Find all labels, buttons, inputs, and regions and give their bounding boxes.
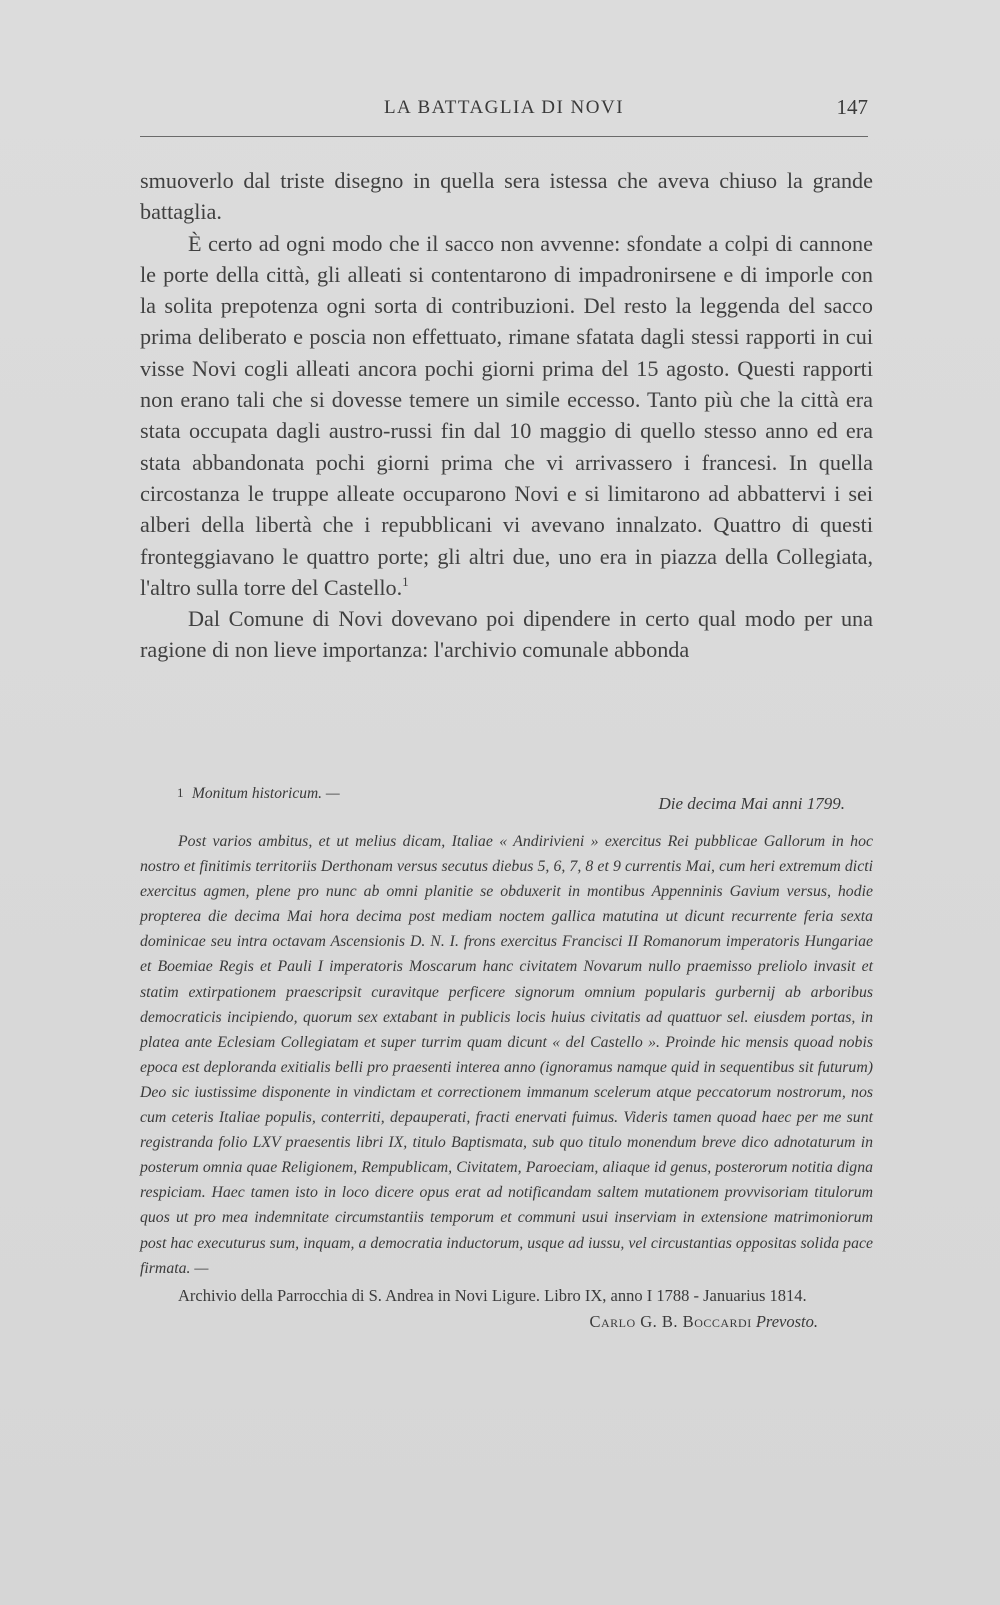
- paragraph-text: È certo ad ogni modo che il sacco non avvenne: sfondate a colpi di cannone le porte della città, gli alleati si contentarono di impadronirsene e di imporle con la solita prepotenza ogni sorta di contribuzioni. Del resto la leggenda del sacco prima deliberato e poscia non effettuato, rimane sfatata dagli stessi rapporti in cui visse Novi cogli alleati ancora pochi giorni prima del 15 agosto. Questi rapporti non erano tali che si dovesse temere un simile eccesso. Tanto più che la città era stata occupata dagli austro-russi fin dal 10 maggio di quello stesso anno ed era stata abbandonata pochi giorni prima che vi arrivassero i francesi. In quella circostanza le truppe alleate occuparono Novi e si limitarono ad abbattervi i sei alberi della libertà che i repubblicani vi avevano innalzato. Quattro di questi fronteggiavano le quattro porte; gli altri due, uno era in piazza della Collegiata, l'altro sulla torre del Castello.: [140, 230, 873, 600]
- footnote-marker: 1: [177, 785, 184, 800]
- paragraph-text: Dal Comune di Novi dovevano poi dipendere in certo qual modo per una ragione di non lieve importanza: l'archivio comunale abbonda: [140, 606, 873, 663]
- running-title: LA BATTAGLIA DI NOVI: [383, 97, 625, 118]
- footnote-heading: [140, 785, 873, 829]
- footnote: [140, 785, 873, 1332]
- footnote-latin-text: Post varios ambitus, et ut melius dicam, Italiae « Andirivieni » exercitus Rei pubblicae Gallorum in hoc nostro et finitimis territoriis Derthonam versus secutus diebus 5, 6, 7, 8 et 9 currentis Mai, cum heri extremum dicti exercitus agmen, plene pro nunc ab omni planitie se obduxerit in montibus Appenninis Gavium versus, hodie propterea die decima Mai hora decima post mediam noctem gallica matutina ut dicunt recurrente feria sexta dominicae seu intra octavam Ascensionis D. N. I. frons exercitus Francisci II Romanorum imperatoris Hungariae et Boemiae Regis et Pauli I imperatoris Moscarum hanc civitatem Novarum nullo praemisso preliolo invasit et statim extirpationem praescripsit curavitque perficere signorum omnium popularis gurbernij ab arboribus democraticis incipiendo, quorum sex extabant in publicis locis huius civitatis ad quattuor sel. eiusdem portas, in platea ante Eclesiam Collegiatam et super turrim quam dicunt « del Castello ». Proinde hic mensis quoad nobis epoca est deploranda exitialis belli pro praesenti interea anno (ignoramus namque quid in sequentibus sit futurum) Deo sic iustissime disponente in vindictam et correctionem immanum scelerum atque peccatorum nostrorum, nos cum ceteris Italiae populis, conterriti, depauperati, fracti enervati fuimus. Videris tamen quoad haec per me sunt registranda folio LXV praesentis libri IX, titulo Baptismata, sub quo titulo monendum breve dico adnotaturum in posterum omnia quae Religionem, Rempublicam, Civitatem, Paroeciam, aliaque id genus, posterorum notitia digna respiciam. Haec tamen isto in loco dicere opus erat ad notificandam saltem mutationem provvisoriam titulorum quos ut pro mea indemnitate circumstantiis temporum et communi usui inserviam in extensione matrimoniorum post hac executurus sum, inquam, a democratia inductorum, usque ad iussu, vel circustantias oppositas solida pace firmata. —: [140, 833, 873, 1277]
- signature-name: Carlo G. B. Boccardi: [589, 1311, 752, 1331]
- paragraph: [140, 228, 873, 604]
- footnote-signature: [140, 1312, 873, 1332]
- footnote-reference[interactable]: 1: [402, 573, 409, 589]
- footnote-title: Monitum historicum. —: [192, 785, 340, 802]
- paragraph: [140, 165, 873, 228]
- page-number: 147: [836, 95, 868, 119]
- paragraph: [140, 603, 873, 666]
- signature-role: Prevosto.: [755, 1311, 818, 1331]
- running-head: [140, 95, 868, 125]
- main-text: [140, 165, 873, 666]
- footnote-archive-reference: Archivio della Parrocchia di S. Andrea in Novi Ligure. Libro IX, anno I 1788 - Januarius 1814.: [178, 1285, 807, 1305]
- paragraph-text: smuoverlo dal triste disegno in quella sera istessa che aveva chiuso la grande battaglia.: [140, 168, 873, 225]
- header-rule: [140, 136, 868, 137]
- footnote-date: Die decima Mai anni 1799.: [658, 794, 845, 813]
